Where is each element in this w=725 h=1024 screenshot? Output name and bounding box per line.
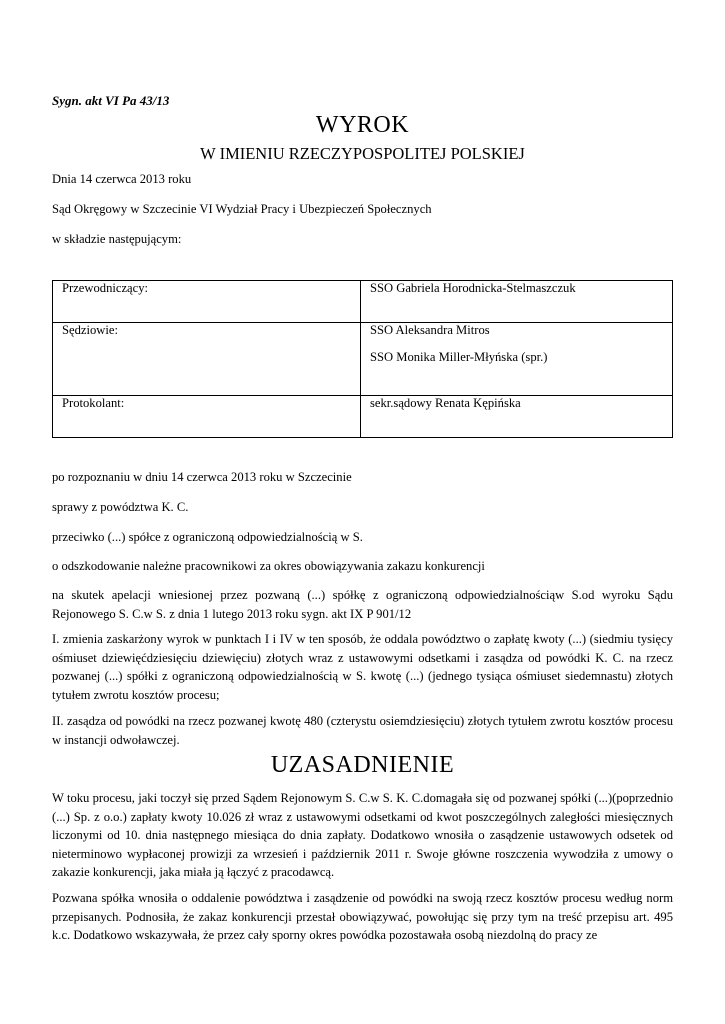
ruling-date: Dnia 14 czerwca 2013 roku (52, 172, 192, 186)
judge-name: SSO Monika Miller-Młyńska (spr.) (370, 350, 548, 364)
justification-heading: UZASADNIENIE (270, 752, 455, 778)
justification-paragraph: W toku procesu, jaki toczył się przed Sądem Rejonowym S. C.w S. K. C.domagała się od pozwanej spółki (...)(poprzednio (...) Sp. z o.o.) zapłaty kwoty 10.026 zł wraz z ustawowymi odsetkami od kwot poszczególnych zaległości miesięcznych liczonymi od 10. dnia następnego miesiąca do dnia zapłaty. Dodatkowo wnosiła o zasądzenie ustawowych odsetek od nieterminowo wypłaconej prowizji za wrzesień i październik 2011 r. Swoje główne roszczenia wywodziła z umowy o zakazie konkurencji, jaka miała ją łączyć z pracodawcą. (52, 791, 673, 879)
court-panel-table (52, 280, 673, 438)
appeal-paragraph: na skutek apelacji wniesionej przez pozwaną (...) spółkę z ograniczoną odpowiedzialnościąw S.od wyroku Sądu Rejonowego S. C.w S. z dnia 1 lutego 2013 roku sygn. akt IX P 901/12 (52, 588, 673, 621)
table-row (53, 396, 673, 438)
judges-cell (361, 323, 673, 396)
document-subtitle: W IMIENIU RZECZYPOSPOLITEJ POLSKIEJ (200, 144, 525, 163)
case-line: o odszkodowanie należne pracownikowi za okres obowiązywania zakazu konkurencji (52, 559, 485, 573)
justification-paragraph: Pozwana spółka wnosiła o oddalenie powództwa i zasądzenie od powódki na swoją rzecz kosztów procesu według norm przepisanych. Podnosiła, że zakaz konkurencji przestał obowiązywać, powołując się przy tym na treść przepisu art. 495 k.c. Dodatkowo wskazywała, że przez cały sporny okres powódka pozostawała osobą niezdolną do pracy ze (52, 891, 673, 942)
clerk-label: Protokolant: (53, 396, 361, 438)
ruling-point-2: II. zasądza od powódki na rzecz pozwanej kwotę 480 (czterystu osiemdziesięciu) złotych tytułem zwrotu kosztów procesu w instancji odwoławczej. (52, 714, 673, 747)
presiding-value: SSO Gabriela Horodnicka-Stelmaszczuk (361, 281, 673, 323)
table-row (53, 281, 673, 323)
table-row (53, 323, 673, 396)
ruling-point-1: I. zmienia zaskarżony wyrok w punktach I i IV w ten sposób, że oddala powództwo o zapłatę kwoty (...) (siedmiu tysięcy ośmiuset dziewięćdziesięciu dziewięciu) złotych wraz z ustawowymi odsetkami i zasądza od powódki K. C. na rzecz pozwanej (...) spółki z ograniczoną odpowiedzialnością w S. kwotę (...) (jednego tysiąca ośmiuset siedemnastu) złotych tytułem zwrotu kosztów procesu; (52, 632, 673, 702)
judges-label: Sędziowie: (53, 323, 361, 396)
presiding-label: Przewodniczący: (53, 281, 361, 323)
document-title: WYROK (315, 112, 410, 138)
composition-label: w składzie następującym: (52, 232, 182, 246)
case-line: sprawy z powództwa K. C. (52, 500, 189, 514)
judge-name: SSO Aleksandra Mitros (370, 323, 490, 337)
case-signature: Sygn. akt VI Pa 43/13 (52, 93, 170, 108)
clerk-value: sekr.sądowy Renata Kępińska (361, 396, 673, 438)
court-name: Sąd Okręgowy w Szczecinie VI Wydział Pracy i Ubezpieczeń Społecznych (52, 202, 432, 216)
case-line: po rozpoznaniu w dniu 14 czerwca 2013 roku w Szczecinie (52, 470, 352, 484)
case-line: przeciwko (...) spółce z ograniczoną odpowiedzialnością w S. (52, 530, 363, 544)
